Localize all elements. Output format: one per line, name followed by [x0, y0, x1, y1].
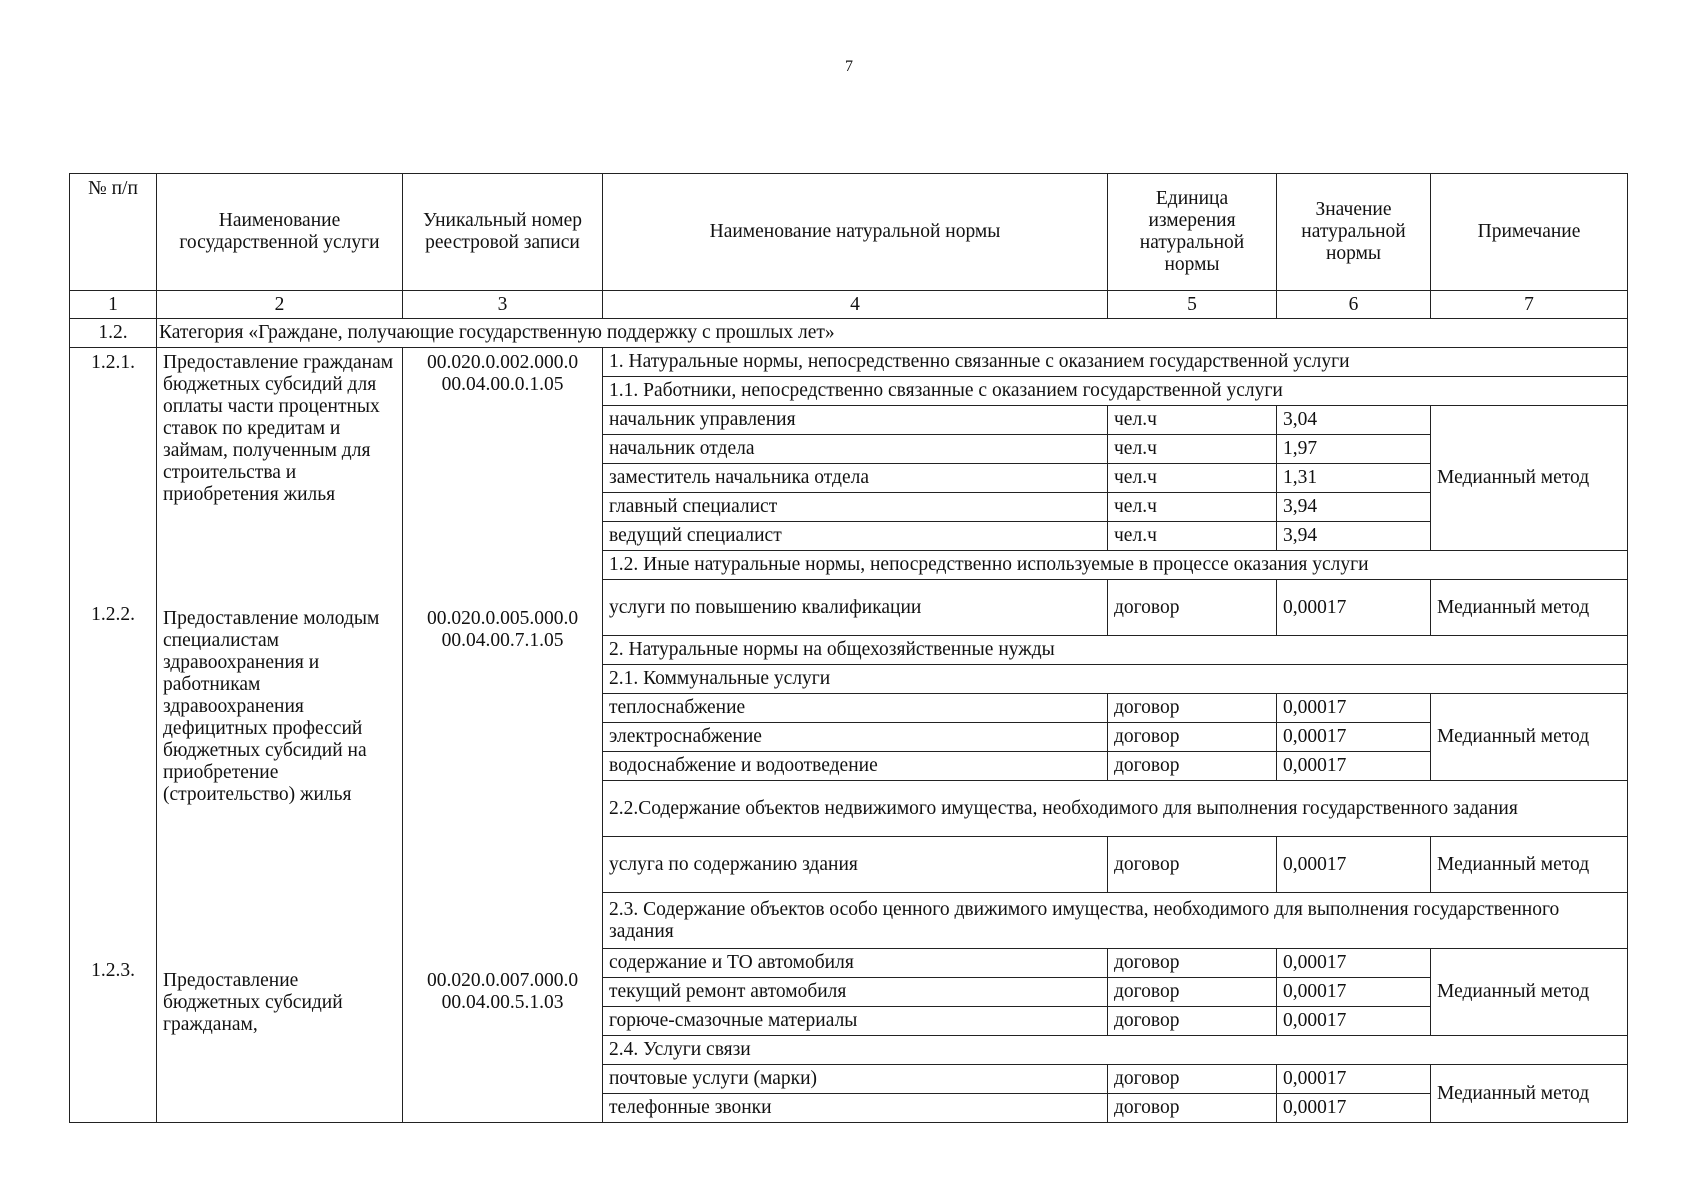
norm-note: Медианный метод: [1431, 949, 1628, 1036]
norm-unit: договор: [1108, 580, 1277, 636]
norm-value: 1,31: [1277, 464, 1431, 493]
norm-name: телефонные звонки: [603, 1094, 1108, 1123]
registry-number: 00.020.0.005.000.0 00.04.00.7.1.05: [426, 608, 579, 651]
norm-name: начальник отдела: [603, 435, 1108, 464]
column-number-row: [70, 291, 1628, 319]
norm-unit: чел.ч: [1108, 435, 1277, 464]
registry-number: 00.020.0.007.000.0 00.04.00.5.1.03: [426, 970, 579, 1013]
norm-value: 3,04: [1277, 406, 1431, 435]
page-number: 7: [845, 58, 853, 75]
column-number: 6: [1277, 291, 1431, 319]
norm-value: 0,00017: [1277, 978, 1431, 1007]
service-name: Предоставление бюджетных субсидий гражданам,: [163, 970, 343, 1035]
subsection-title: 2.1. Коммунальные услуги: [603, 665, 1628, 694]
natural-norms-table: [69, 173, 1628, 1123]
norm-value: 3,94: [1277, 493, 1431, 522]
category-num: 1.2.: [70, 319, 157, 348]
norm-name: начальник управления: [603, 406, 1108, 435]
column-number: 5: [1108, 291, 1277, 319]
norm-unit: чел.ч: [1108, 522, 1277, 551]
norm-name: теплоснабжение: [603, 694, 1108, 723]
norm-value: 1,97: [1277, 435, 1431, 464]
header-note: Примечание: [1431, 174, 1628, 291]
norm-note: Медианный метод: [1431, 406, 1628, 551]
header-service: Наименование государственной услуги: [157, 174, 403, 291]
norm-value: 0,00017: [1277, 723, 1431, 752]
norm-value: 0,00017: [1277, 837, 1431, 893]
norm-unit: чел.ч: [1108, 464, 1277, 493]
norm-unit: договор: [1108, 978, 1277, 1007]
norm-unit: договор: [1108, 723, 1277, 752]
norm-unit: чел.ч: [1108, 406, 1277, 435]
norm-value: 0,00017: [1277, 1094, 1431, 1123]
norm-name: заместитель начальника отдела: [603, 464, 1108, 493]
norm-name: услуги по повышению квалификации: [603, 580, 1108, 636]
norm-unit: договор: [1108, 1094, 1277, 1123]
norm-unit: договор: [1108, 949, 1277, 978]
norm-value: 0,00017: [1277, 1007, 1431, 1036]
section-title: 1. Натуральные нормы, непосредственно связанные с оказанием государственной услуги: [603, 348, 1628, 377]
category-row: [70, 319, 1628, 348]
registry-number: 00.020.0.002.000.0 00.04.00.0.1.05: [426, 352, 579, 395]
column-number: 2: [157, 291, 403, 319]
norm-value: 0,00017: [1277, 949, 1431, 978]
section-title: 2. Натуральные нормы на общехозяйственные нужды: [603, 636, 1628, 665]
norm-value: 0,00017: [1277, 1065, 1431, 1094]
subsection-title: 2.2.Содержание объектов недвижимого имущества, необходимого для выполнения государственного задания: [603, 781, 1628, 837]
norm-note: Медианный метод: [1431, 1065, 1628, 1123]
norm-value: 0,00017: [1277, 694, 1431, 723]
norm-unit: чел.ч: [1108, 493, 1277, 522]
norm-note: Медианный метод: [1431, 694, 1628, 781]
header-value: Значение натуральной нормы: [1277, 174, 1431, 291]
norm-name: ведущий специалист: [603, 522, 1108, 551]
header-num: № п/п: [70, 174, 157, 291]
norm-note: Медианный метод: [1431, 837, 1628, 893]
subsection-title: 2.3. Содержание объектов особо ценного движимого имущества, необходимого для выполнения государственного задания: [603, 893, 1628, 949]
norm-name: текущий ремонт автомобиля: [603, 978, 1108, 1007]
service-num: 1.2.3.: [91, 960, 135, 981]
service-name: Предоставление молодым специалистам здравоохранения и работникам здравоохранения дефицитных профессий бюджетных субсидий на приобретение (строительство) жилья: [163, 608, 380, 805]
norm-unit: договор: [1108, 1007, 1277, 1036]
subsection-title: 1.1. Работники, непосредственно связанные с оказанием государственной услуги: [603, 377, 1628, 406]
norm-unit: договор: [1108, 694, 1277, 723]
column-number: 7: [1431, 291, 1628, 319]
service-num: 1.2.1.: [91, 352, 135, 373]
column-number: 4: [603, 291, 1108, 319]
norm-name: главный специалист: [603, 493, 1108, 522]
norm-name: почтовые услуги (марки): [603, 1065, 1108, 1094]
norm-note: Медианный метод: [1431, 580, 1628, 636]
norm-name: горюче-смазочные материалы: [603, 1007, 1108, 1036]
category-title: Категория «Граждане, получающие государственную поддержку с прошлых лет»: [157, 319, 1628, 348]
service-name: Предоставление гражданам бюджетных субсидий для оплаты части процентных ставок по кредитам и займам, полученным для строительства и приобретения жилья: [163, 352, 394, 505]
service-num: 1.2.2.: [91, 604, 135, 625]
header-registry: Уникальный номер реестровой записи: [403, 174, 603, 291]
norm-name: содержание и ТО автомобиля: [603, 949, 1108, 978]
norm-value: 0,00017: [1277, 580, 1431, 636]
header-row: [70, 174, 1628, 291]
subsection-title: 1.2. Иные натуральные нормы, непосредственно используемые в процессе оказания услуги: [603, 551, 1628, 580]
section-row: [70, 348, 1628, 377]
norm-value: 0,00017: [1277, 752, 1431, 781]
norm-unit: договор: [1108, 1065, 1277, 1094]
column-number: 3: [403, 291, 603, 319]
norm-name: услуга по содержанию здания: [603, 837, 1108, 893]
service-names: [157, 348, 403, 1123]
norm-name: электроснабжение: [603, 723, 1108, 752]
norm-value: 3,94: [1277, 522, 1431, 551]
subsection-title: 2.4. Услуги связи: [603, 1036, 1628, 1065]
norm-unit: договор: [1108, 837, 1277, 893]
header-unit: Единица измерения натуральной нормы: [1108, 174, 1277, 291]
service-numbers: [70, 348, 157, 1123]
header-norm: Наименование натуральной нормы: [603, 174, 1108, 291]
registry-numbers: [403, 348, 603, 1123]
column-number: 1: [70, 291, 157, 319]
norm-unit: договор: [1108, 752, 1277, 781]
norm-name: водоснабжение и водоотведение: [603, 752, 1108, 781]
